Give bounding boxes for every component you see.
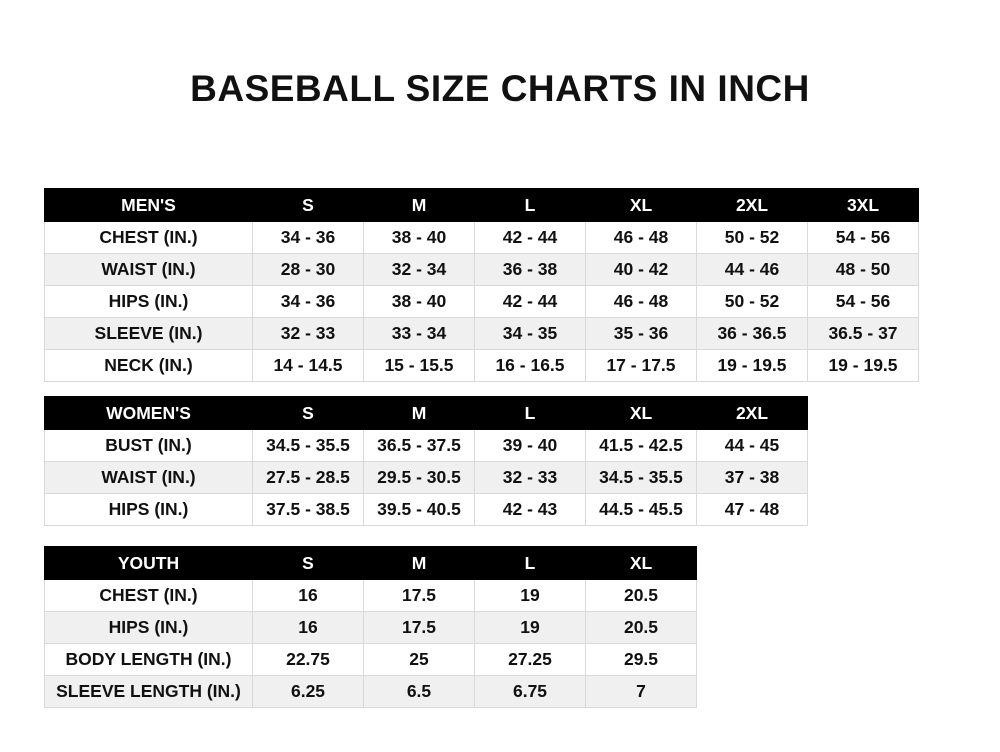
row-label: SLEEVE LENGTH (IN.) <box>45 676 253 708</box>
cell: 27.5 - 28.5 <box>253 462 364 494</box>
cell: 42 - 44 <box>475 286 586 318</box>
cell: 22.75 <box>253 644 364 676</box>
row-label: HIPS (IN.) <box>45 494 253 526</box>
womens-header-xl: XL <box>586 397 697 430</box>
mens-header-category: MEN'S <box>45 189 253 222</box>
cell: 6.5 <box>364 676 475 708</box>
cell: 6.75 <box>475 676 586 708</box>
table-row <box>45 612 697 644</box>
youth-header-category: YOUTH <box>45 547 253 580</box>
row-label: NECK (IN.) <box>45 350 253 382</box>
mens-size-table <box>44 188 919 382</box>
table-header-row <box>45 547 697 580</box>
mens-header-l: L <box>475 189 586 222</box>
cell: 48 - 50 <box>808 254 919 286</box>
row-label: CHEST (IN.) <box>45 580 253 612</box>
row-label: HIPS (IN.) <box>45 286 253 318</box>
cell: 36 - 38 <box>475 254 586 286</box>
row-label: SLEEVE (IN.) <box>45 318 253 350</box>
page-title: BASEBALL SIZE CHARTS IN INCH <box>190 68 810 109</box>
cell: 29.5 <box>586 644 697 676</box>
cell: 37.5 - 38.5 <box>253 494 364 526</box>
cell: 32 - 33 <box>253 318 364 350</box>
mens-header-m: M <box>364 189 475 222</box>
cell: 20.5 <box>586 580 697 612</box>
youth-header-m: M <box>364 547 475 580</box>
mens-header-3xl: 3XL <box>808 189 919 222</box>
table-row <box>45 254 919 286</box>
cell: 35 - 36 <box>586 318 697 350</box>
table-header-row <box>45 397 808 430</box>
cell: 20.5 <box>586 612 697 644</box>
mens-header-2xl: 2XL <box>697 189 808 222</box>
table-row <box>45 580 697 612</box>
womens-header-l: L <box>475 397 586 430</box>
table-row <box>45 462 808 494</box>
table-row <box>45 222 919 254</box>
row-label: WAIST (IN.) <box>45 254 253 286</box>
cell: 27.25 <box>475 644 586 676</box>
cell: 50 - 52 <box>697 286 808 318</box>
cell: 17.5 <box>364 580 475 612</box>
cell: 17 - 17.5 <box>586 350 697 382</box>
cell: 46 - 48 <box>586 286 697 318</box>
cell: 32 - 33 <box>475 462 586 494</box>
row-label: BODY LENGTH (IN.) <box>45 644 253 676</box>
table-row <box>45 318 919 350</box>
cell: 16 - 16.5 <box>475 350 586 382</box>
cell: 50 - 52 <box>697 222 808 254</box>
cell: 15 - 15.5 <box>364 350 475 382</box>
cell: 25 <box>364 644 475 676</box>
cell: 7 <box>586 676 697 708</box>
womens-header-2xl: 2XL <box>697 397 808 430</box>
youth-header-xl: XL <box>586 547 697 580</box>
cell: 34 - 36 <box>253 286 364 318</box>
table-row <box>45 350 919 382</box>
cell: 32 - 34 <box>364 254 475 286</box>
cell: 36.5 - 37 <box>808 318 919 350</box>
cell: 19 - 19.5 <box>697 350 808 382</box>
cell: 37 - 38 <box>697 462 808 494</box>
table-row <box>45 430 808 462</box>
cell: 36.5 - 37.5 <box>364 430 475 462</box>
youth-header-l: L <box>475 547 586 580</box>
youth-header-s: S <box>253 547 364 580</box>
cell: 19 - 19.5 <box>808 350 919 382</box>
cell: 14 - 14.5 <box>253 350 364 382</box>
cell: 38 - 40 <box>364 222 475 254</box>
cell: 42 - 43 <box>475 494 586 526</box>
cell: 34.5 - 35.5 <box>586 462 697 494</box>
cell: 47 - 48 <box>697 494 808 526</box>
row-label: WAIST (IN.) <box>45 462 253 494</box>
cell: 36 - 36.5 <box>697 318 808 350</box>
table-row <box>45 286 919 318</box>
cell: 34 - 35 <box>475 318 586 350</box>
cell: 6.25 <box>253 676 364 708</box>
cell: 54 - 56 <box>808 222 919 254</box>
womens-header-m: M <box>364 397 475 430</box>
youth-size-table <box>44 546 697 708</box>
table-header-row <box>45 189 919 222</box>
mens-header-s: S <box>253 189 364 222</box>
cell: 46 - 48 <box>586 222 697 254</box>
mens-header-xl: XL <box>586 189 697 222</box>
cell: 39 - 40 <box>475 430 586 462</box>
cell: 28 - 30 <box>253 254 364 286</box>
cell: 54 - 56 <box>808 286 919 318</box>
table-row <box>45 676 697 708</box>
table-row <box>45 494 808 526</box>
row-label: BUST (IN.) <box>45 430 253 462</box>
table-row <box>45 644 697 676</box>
row-label: HIPS (IN.) <box>45 612 253 644</box>
cell: 33 - 34 <box>364 318 475 350</box>
cell: 44 - 45 <box>697 430 808 462</box>
cell: 19 <box>475 580 586 612</box>
cell: 19 <box>475 612 586 644</box>
womens-size-table <box>44 396 808 526</box>
cell: 44.5 - 45.5 <box>586 494 697 526</box>
cell: 40 - 42 <box>586 254 697 286</box>
cell: 16 <box>253 612 364 644</box>
womens-header-s: S <box>253 397 364 430</box>
womens-header-category: WOMEN'S <box>45 397 253 430</box>
cell: 39.5 - 40.5 <box>364 494 475 526</box>
cell: 16 <box>253 580 364 612</box>
cell: 42 - 44 <box>475 222 586 254</box>
cell: 41.5 - 42.5 <box>586 430 697 462</box>
cell: 34.5 - 35.5 <box>253 430 364 462</box>
cell: 17.5 <box>364 612 475 644</box>
cell: 44 - 46 <box>697 254 808 286</box>
cell: 29.5 - 30.5 <box>364 462 475 494</box>
cell: 34 - 36 <box>253 222 364 254</box>
cell: 38 - 40 <box>364 286 475 318</box>
row-label: CHEST (IN.) <box>45 222 253 254</box>
